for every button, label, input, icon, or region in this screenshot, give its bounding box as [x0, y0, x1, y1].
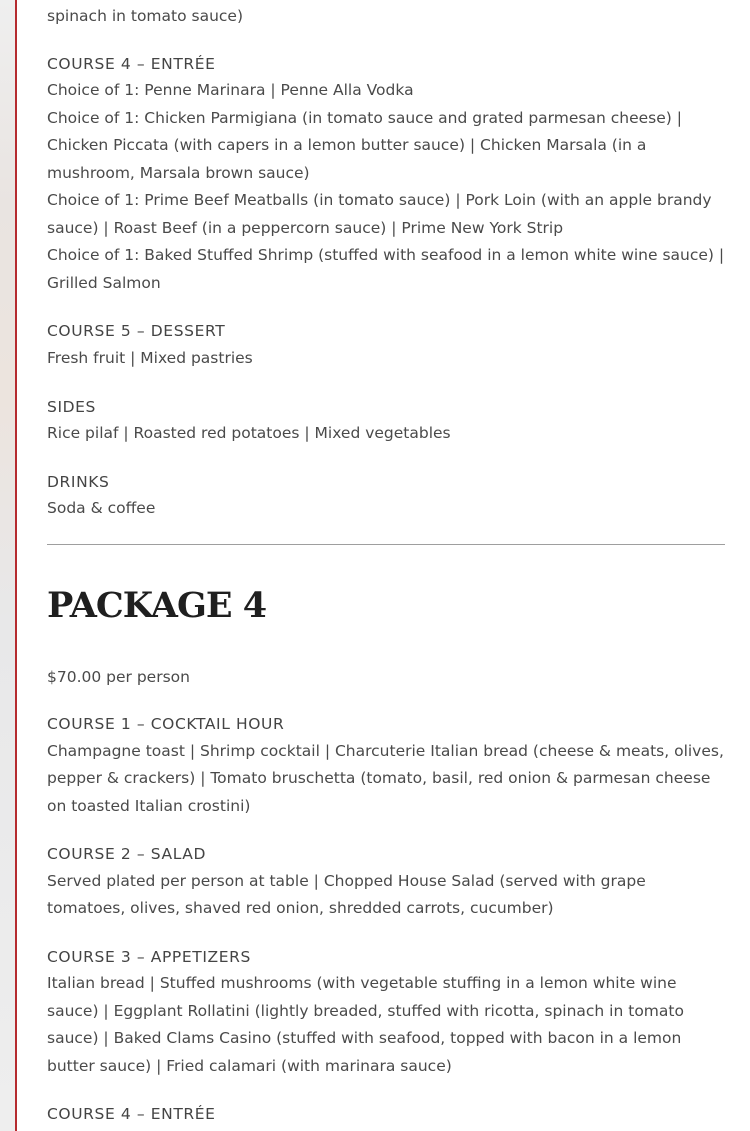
- package3-course4-line: Choice of 1: Prime Beef Meatballs (in tomato sauce) | Pork Loin (with an apple brandy: [47, 191, 712, 209]
- package3-course4-line: Chicken Piccata (with capers in a lemon butter sauce) | Chicken Marsala (in a: [47, 136, 647, 154]
- package4-course4-heading: COURSE 4 – ENTRÉE: [47, 1105, 216, 1123]
- package-divider: [47, 544, 725, 545]
- package4-course3-line: Italian bread | Stuffed mushrooms (with vegetable stuffing in a lemon white wine: [47, 974, 677, 992]
- package4-course1-line: pepper & crackers) | Tomato bruschetta (tomato, basil, red onion & parmesan cheese: [47, 769, 711, 787]
- package4-course2-heading: COURSE 2 – SALAD: [47, 845, 207, 863]
- package4-course2-line: tomatoes, olives, shaved red onion, shredded carrots, cucumber): [47, 899, 554, 917]
- package3-course4-line: sauce) | Roast Beef (in a peppercorn sauce) | Prime New York Strip: [47, 219, 564, 237]
- package3-course4-line: Choice of 1: Chicken Parmigiana (in tomato sauce and grated parmesan cheese) |: [47, 109, 682, 127]
- package4-course3-line: sauce) | Eggplant Rollatini (lightly breaded, stuffed with ricotta, spinach in tomato: [47, 1002, 684, 1020]
- package4-course3-line: sauce) | Baked Clams Casino (stuffed with seafood, topped with bacon in a lemon: [47, 1029, 682, 1047]
- package3-drinks-heading: DRINKS: [47, 473, 110, 491]
- package3-course4-line: mushroom, Marsala brown sauce): [47, 164, 310, 182]
- package4-course1-heading: COURSE 1 – COCKTAIL HOUR: [47, 715, 285, 733]
- package3-course4-heading: COURSE 4 – ENTRÉE: [47, 55, 216, 73]
- package4-course1-line: Champagne toast | Shrimp cocktail | Charcuterie Italian bread (cheese & meats, olives,: [47, 742, 724, 760]
- left-gutter: [0, 0, 15, 1131]
- package4-price: $70.00 per person: [47, 668, 190, 686]
- package3-course3-tail: spinach in tomato sauce): [47, 7, 244, 25]
- package3-sides-line: Rice pilaf | Roasted red potatoes | Mixed vegetables: [47, 424, 451, 442]
- package3-course5-heading: COURSE 5 – DESSERT: [47, 322, 226, 340]
- package4-course3-line: butter sauce) | Fried calamari (with marinara sauce): [47, 1057, 452, 1075]
- package4-course3-heading: COURSE 3 – APPETIZERS: [47, 948, 251, 966]
- package3-sides-heading: SIDES: [47, 398, 96, 416]
- package3-course4-line: Grilled Salmon: [47, 274, 161, 292]
- package4-title: PACKAGE 4: [47, 585, 267, 626]
- package3-drinks-line: Soda & coffee: [47, 499, 156, 517]
- package3-course5-line: Fresh fruit | Mixed pastries: [47, 349, 253, 367]
- left-accent-border: [15, 0, 17, 1131]
- package4-course2-line: Served plated per person at table | Chopped House Salad (served with grape: [47, 872, 646, 890]
- package3-course4-line: Choice of 1: Penne Marinara | Penne Alla Vodka: [47, 81, 414, 99]
- package4-course1-line: on toasted Italian crostini): [47, 797, 251, 815]
- package3-course4-line: Choice of 1: Baked Stuffed Shrimp (stuffed with seafood in a lemon white wine sauce) |: [47, 246, 725, 264]
